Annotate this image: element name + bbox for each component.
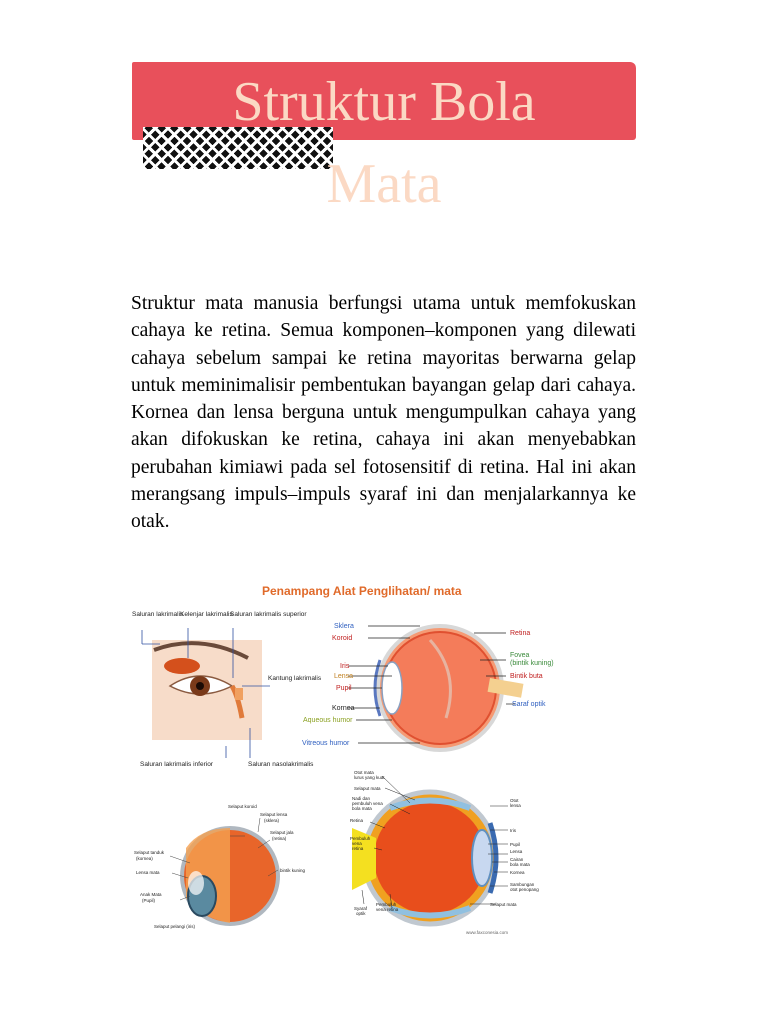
label-kantung-lakrimalis: Kantung lakrimalis [268,675,322,682]
label-nadi: Nadi dan [352,796,371,801]
label-lensa-mata: Lensa mata [136,870,160,875]
label-selaput-jala: Selaput jala [270,830,294,835]
label-pupil-2: Pupil [510,842,521,847]
label-fovea: Fovea [510,652,530,659]
label-anak-mata: Anak Mata [140,892,162,897]
label-otot-mata-sub: lurus yang kuat [354,775,385,780]
label-bintik-kuning: bintik kuning [280,868,306,873]
label-saluran-inferior: Saluran lakrimalis inferior [140,761,213,768]
label-kornea-2: Kornea [510,870,525,875]
eye-3d-diagram [182,828,278,924]
label-kelenjar-lakrimalis: Kelenjar lakrimalis [180,611,233,618]
eye-cross-section [375,626,523,750]
label-selaput-pelangi: Selaput pelangi (iris) [154,924,196,929]
label-cairan-sub: bola mata [510,862,530,867]
label-nadi-sub: pembuluh vena [352,801,383,806]
label-saraf-optik: Saraf optik [512,701,546,708]
label-fovea-sub: (bintik kuning) [510,660,554,667]
label-selaput-jala-sub: (retina) [272,836,287,841]
label-otot-lensa: Otot [510,798,519,803]
label-vitreous: Vitreous humor [302,740,350,747]
label-otot-lensa-sub: lensa [510,803,521,808]
label-otot-mata: Otot mata [354,770,374,775]
label-saluran-lakrimalis: Saluran lakrimalis [132,611,184,618]
label-selaput-koroid: Selaput koroid [228,804,257,809]
label-retina: Retina [510,630,531,637]
label-selaput-mata: Selaput mata [354,786,381,791]
label-lensa: Lensa [334,673,354,680]
label-sambungan: Sambungan [510,882,535,887]
label-pembuluh-2-sub: vena retina [376,907,399,912]
label-iris: Iris [340,663,350,670]
label-kornea: Kornea [332,705,355,712]
label-cairan: Cairan [510,857,524,862]
label-pembuluh-2: Pembuluh [376,902,397,907]
page-title-line1: Struktur Bola [232,71,536,133]
figure-title: Penampang Alat Penglihatan/ mata [262,584,462,598]
label-pembuluh-sub: vena [352,841,362,846]
label-pembuluh-sub2: retina [352,846,364,851]
label-selaput-lensa: Selaput lensa [260,812,288,817]
label-bintik-buta: Bintik buta [510,673,543,680]
label-anak-mata-sub: (Pupil) [142,898,156,903]
label-syaraf-sub: optik [356,911,366,916]
label-syaraf: Syaraf [354,906,368,911]
label-selaput-tanduk: Selaput tanduk [134,850,165,855]
label-selaput-tanduk-sub: (kornea) [136,856,153,861]
eye-anatomy-figure [130,578,560,938]
label-sambungan-sub: otot penopang [510,887,539,892]
label-saluran-superior: Saluran lakrimalis superior [230,611,307,618]
label-pembuluh: Pembuluh [350,836,371,841]
label-koroid: Koroid [332,635,353,642]
watermark: www.faxconesia.com [466,930,509,935]
label-selaput-lensa-sub: (sklera) [264,818,280,823]
body-paragraph: Struktur mata manusia berfungsi utama untuk memfokuskan cahaya ke retina. Semua komponen–komponen yang dilewati cahaya sebelum sampai ke retina mayoritas berwarna gelap untuk meminimalisir pembentukan bayangan gelap dari cahaya. Kornea dan lensa berguna untuk mengumpulkan cahaya yang akan difokuskan ke retina, cahaya ini akan menyebabkan perubahan kimiawi pada sel fotosensitif di retina. Hal ini akan merangsang impuls–impuls syaraf ini dan menjalarkannya ke otak. [131,293,636,533]
label-pupil: Pupil [336,685,352,692]
label-iris-2: Iris [510,828,516,833]
label-lensa-2: Lensa [510,849,523,854]
lacrimal-diagram [142,628,270,758]
label-saluran-nasolakrimalis: Saluran nasolakrimalis [248,761,314,768]
label-retina-2: Retina [350,818,364,823]
label-selaput-mata-2: Selaput mata [490,902,517,907]
page-title-line2: Mata [326,153,442,215]
label-aqueous: Aqueous humor [303,717,353,724]
label-nadi-sub2: bola mata [352,806,372,811]
label-sklera: Sklera [334,623,354,630]
